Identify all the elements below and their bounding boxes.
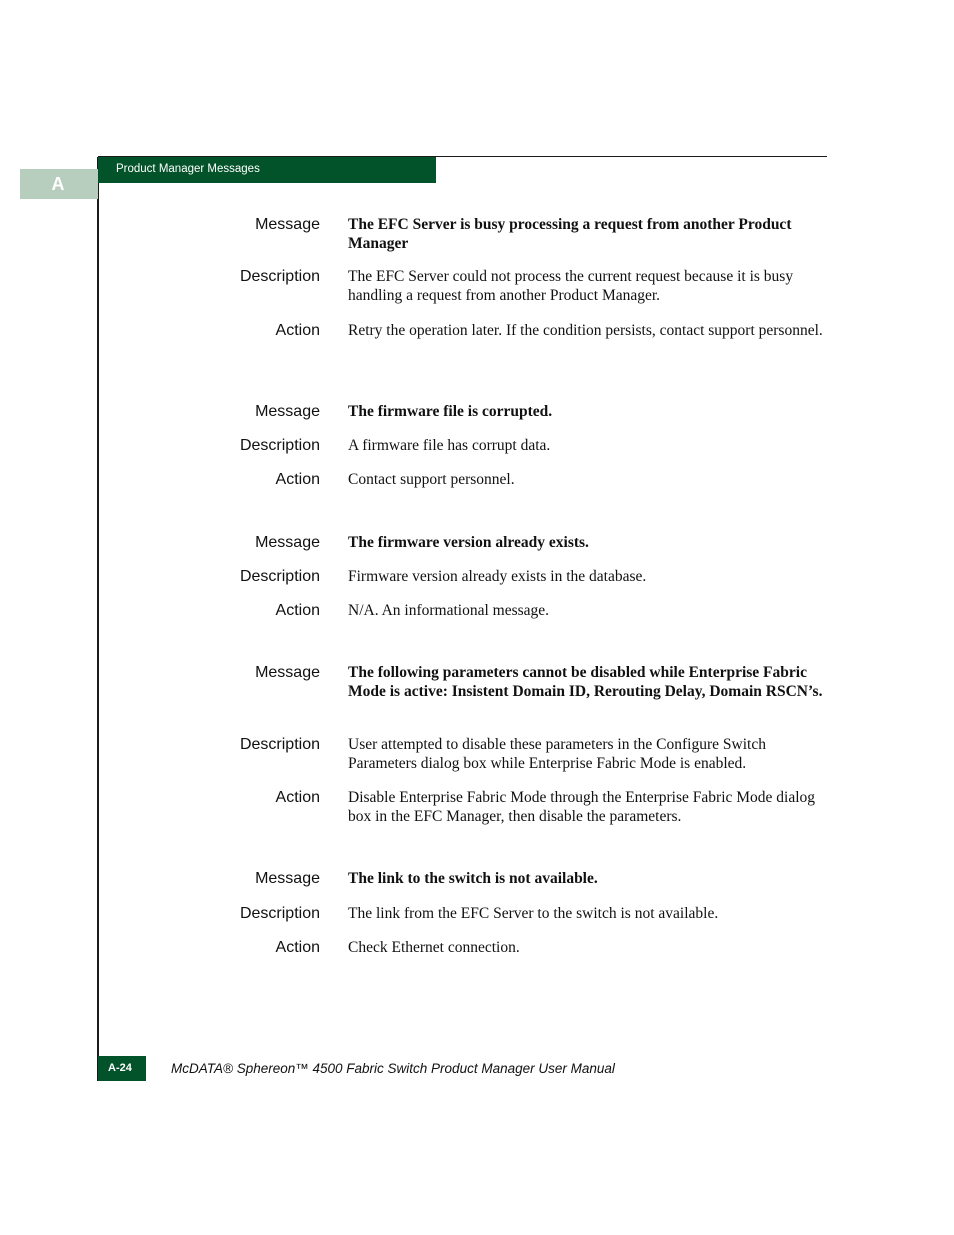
action-text: Check Ethernet connection.	[348, 939, 520, 956]
message-label: Message	[255, 216, 320, 233]
message-label: Message	[255, 403, 320, 420]
action-label: Action	[275, 939, 320, 956]
description-text: The link from the EFC Server to the switch is not available.	[348, 905, 719, 922]
description-label: Description	[239, 568, 320, 585]
description-text: The EFC Server could not process the current request because it is busy handling a request from another Product Manager.	[348, 268, 794, 304]
description-text: Firmware version already exists in the database.	[348, 568, 647, 585]
action-label: Action	[275, 789, 320, 806]
description-label: Description	[239, 268, 320, 285]
action-text: Disable Enterprise Fabric Mode through the Enterprise Fabric Mode dialog box in the EFC Manager, then disable the parameters.	[348, 789, 816, 825]
page-number: A-24	[98, 1056, 146, 1081]
running-header: Product Manager Messages	[98, 157, 436, 183]
message-label: Message	[255, 870, 320, 887]
chapter-tab: A	[20, 169, 98, 199]
message-label: Message	[255, 664, 320, 681]
action-label: Action	[275, 471, 320, 488]
action-text: N/A. An informational message.	[348, 602, 550, 619]
action-label: Action	[275, 322, 320, 339]
description-label: Description	[239, 736, 320, 753]
action-text: Contact support personnel.	[348, 471, 515, 488]
message-text: The firmware version already exists.	[348, 534, 589, 551]
message-text: The link to the switch is not available.	[348, 870, 598, 887]
description-label: Description	[239, 437, 320, 454]
margin-rule	[97, 157, 99, 1081]
description-text: User attempted to disable these parameters in the Configure Switch Parameters dialog box while Enterprise Fabric Mode is enabled.	[348, 736, 766, 772]
message-label: Message	[255, 534, 320, 551]
action-text: Retry the operation later. If the condition persists, contact support personnel.	[348, 322, 823, 339]
manual-title: McDATA® Sphereon™ 4500 Fabric Switch Product Manager User Manual	[171, 1061, 615, 1076]
description-label: Description	[239, 905, 320, 922]
message-text: The following parameters cannot be disabled while Enterprise Fabric Mode is active: Insistent Domain ID, Rerouting Delay, Domain RSCN’s.	[348, 664, 823, 700]
message-text: The EFC Server is busy processing a request from another Product Manager	[348, 216, 792, 252]
action-label: Action	[275, 602, 320, 619]
description-text: A firmware file has corrupt data.	[348, 437, 551, 454]
message-text: The firmware file is corrupted.	[348, 403, 553, 420]
